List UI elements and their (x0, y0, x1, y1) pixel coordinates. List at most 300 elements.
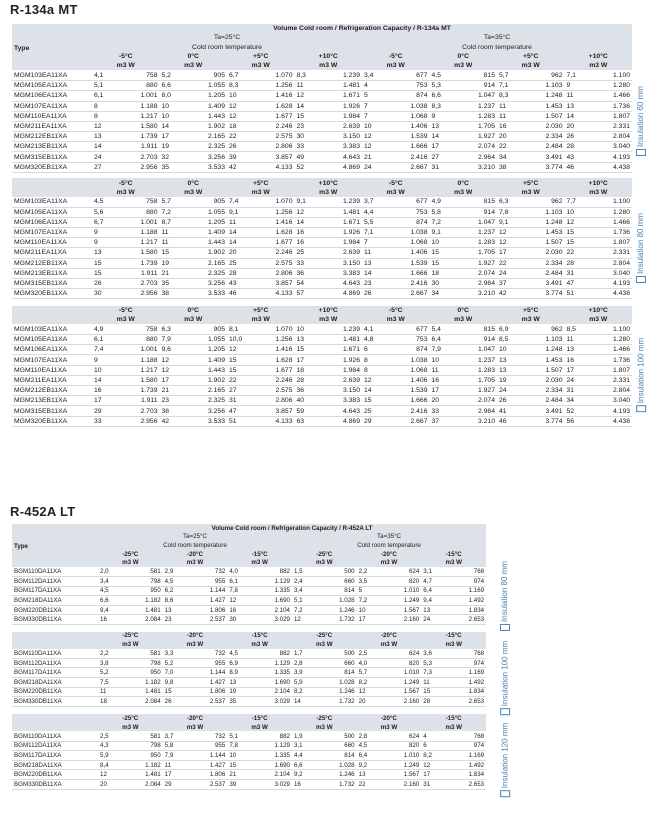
volume-cell: 4,5 (98, 586, 130, 596)
capacity-cell: 2.331 (598, 121, 632, 131)
model-cell: MGM213EB11XA (12, 396, 92, 406)
volume-cell: 4,5 (92, 197, 126, 207)
capacity-cell: 1.481 (328, 81, 362, 91)
volume-cell: 22 (227, 132, 261, 142)
capacity-cell: 820 (389, 577, 421, 587)
volume-cell: 6,6 (160, 81, 194, 91)
capacity-cell: 2.160 (389, 615, 421, 625)
volume-cell: 20 (227, 248, 261, 258)
table-row (12, 386, 632, 396)
volume-cell: 13 (430, 121, 464, 131)
volume-cell: 15 (227, 355, 261, 365)
volume-cell: 5,9 (292, 678, 324, 688)
capacity-cell: 874 (396, 91, 430, 101)
units-header: m3 W (295, 61, 363, 70)
insulation-label (636, 86, 646, 156)
volume-cell: 4,9 (430, 197, 464, 207)
units-header: m3 W (160, 315, 228, 324)
volume-cell: 7,5 (98, 678, 130, 688)
capacity-cell: 2.667 (396, 289, 430, 299)
capacity-cell: 1.249 (389, 760, 421, 770)
volume-cell: 3,4 (98, 577, 130, 587)
units-header: m3 W (160, 61, 228, 70)
temperature-header: -20°C (163, 632, 228, 641)
capacity-cell: 905 (193, 324, 227, 334)
capacity-cell: 2.964 (463, 406, 497, 416)
capacity-cell: 1.188 (126, 355, 160, 365)
volume-cell: 17 (163, 770, 195, 780)
volume-cell: 16 (497, 121, 531, 131)
temperature-header: -25°C (292, 714, 357, 723)
volume-cell: 39 (227, 779, 259, 789)
units-header: m3 W (357, 558, 422, 567)
volume-cell: 56 (565, 416, 599, 426)
volume-cell: 2,5 (98, 731, 130, 741)
temperature-header: 0°C (160, 178, 228, 187)
capacity-cell: 1.188 (126, 228, 160, 238)
volume-cell: 4,1 (92, 70, 126, 80)
units-header: m3 W (357, 723, 422, 732)
capacity-cell: 815 (463, 70, 497, 80)
model-cell: MGM105EA11XA (12, 81, 92, 91)
capacity-cell: 1.443 (193, 238, 227, 248)
volume-cell: 14 (227, 238, 261, 248)
capacity-cell: 1.677 (261, 111, 295, 121)
units-header: m3 W (430, 61, 498, 70)
units-header: m3 W (227, 558, 292, 567)
volume-cell: 17 (421, 770, 453, 780)
volume-cell: 8,4 (98, 760, 130, 770)
volume-cell: 6,4 (357, 751, 389, 761)
volume-cell: 7,4 (227, 197, 261, 207)
capacity-cell: 2.325 (193, 268, 227, 278)
volume-cell: 21 (160, 386, 194, 396)
volume-cell: 5,2 (163, 658, 195, 668)
volume-cell: 12 (497, 228, 531, 238)
capacity-cell: 3.029 (260, 779, 292, 789)
volume-cell: 2,8 (292, 658, 324, 668)
volume-cell: 9,4 (98, 605, 130, 615)
volume-cell: 17 (92, 396, 126, 406)
capacity-cell: 660 (324, 577, 356, 587)
volume-cell: 12 (160, 355, 194, 365)
capacity-cell: 1.256 (261, 207, 295, 217)
capacity-cell: 2.084 (130, 779, 162, 789)
volume-cell: 5,2 (160, 70, 194, 80)
units-header: m3 W (362, 61, 430, 70)
temperature-header: +10°C (295, 306, 363, 315)
capacity-cell: 768 (454, 649, 487, 659)
capacity-cell: 1.466 (598, 217, 632, 227)
capacity-cell: 1.507 (531, 238, 565, 248)
volume-cell: 3,8 (98, 658, 130, 668)
ambient-35-header: Ta=35°C (292, 533, 486, 542)
volume-cell: 33 (295, 142, 329, 152)
section-title: R-452A LT (10, 504, 76, 519)
capacity-cell: 1.100 (598, 197, 632, 207)
temperature-header: +10°C (565, 178, 633, 187)
insulation-icon (636, 406, 646, 413)
volume-cell: 15 (160, 248, 194, 258)
capacity-cell: 1.666 (396, 268, 430, 278)
capacity-cell: 1.129 (260, 741, 292, 751)
capacity-cell: 914 (463, 335, 497, 345)
capacity-cell: 914 (463, 207, 497, 217)
volume-cell: 27 (430, 152, 464, 162)
capacity-cell: 1.443 (193, 365, 227, 375)
capacity-cell: 1.481 (328, 207, 362, 217)
volume-cell: 10 (430, 355, 464, 365)
volume-cell: 4,5 (357, 741, 389, 751)
model-cell: BGM218DA11XA (12, 596, 98, 606)
capacity-cell: 2.575 (261, 132, 295, 142)
volume-cell: 13 (92, 132, 126, 142)
volume-cell: 30 (430, 278, 464, 288)
capacity-cell: 1.427 (195, 596, 227, 606)
volume-cell: 38 (160, 289, 194, 299)
volume-cell: 13 (163, 605, 195, 615)
temperature-header: 0°C (430, 52, 498, 61)
capacity-cell: 1.217 (126, 238, 160, 248)
capacity-cell: 1.902 (193, 121, 227, 131)
capacity-cell: 1.481 (130, 770, 162, 780)
volume-cell: 28 (421, 697, 453, 707)
volume-cell: 2,0 (98, 567, 130, 577)
volume-cell: 17 (430, 142, 464, 152)
capacity-cell: 1.732 (324, 697, 356, 707)
capacity-cell: 2.639 (328, 121, 362, 131)
capacity-cell: 1.911 (126, 268, 160, 278)
capacity-cell: 3.040 (598, 268, 632, 278)
capacity-cell: 955 (195, 577, 227, 587)
capacity-cell: 677 (396, 197, 430, 207)
capacity-cell: 1.984 (328, 238, 362, 248)
capacity-cell: 1.129 (260, 577, 292, 587)
volume-cell: 4,0 (357, 658, 389, 668)
capacity-cell: 1.070 (261, 197, 295, 207)
temperature-header: -25°C (292, 550, 357, 559)
volume-cell: 7,2 (357, 596, 389, 606)
model-cell: BGM112DA11XA (12, 658, 98, 668)
capacity-cell: 1.047 (463, 217, 497, 227)
volume-cell: 7,8 (227, 741, 259, 751)
capacity-cell: 2.639 (328, 375, 362, 385)
volume-cell: 7,2 (430, 217, 464, 227)
volume-cell: 2,9 (163, 567, 195, 577)
temperature-header: -15°C (227, 550, 292, 559)
capacity-cell: 1.732 (324, 779, 356, 789)
capacity-cell: 4.643 (328, 278, 362, 288)
volume-cell: 10,0 (227, 335, 261, 345)
capacity-cell: 1.038 (396, 101, 430, 111)
volume-cell: 25 (227, 258, 261, 268)
capacity-cell: 974 (454, 658, 487, 668)
insulation-text: Insulation 100 mm (500, 640, 510, 706)
units-header: m3 W (292, 723, 357, 732)
capacity-cell: 3.256 (193, 278, 227, 288)
volume-cell: 12 (421, 760, 453, 770)
capacity-cell: 1.677 (261, 365, 295, 375)
capacity-cell: 962 (531, 70, 565, 80)
capacity-cell: 3.040 (598, 142, 632, 152)
capacity-cell: 3.150 (328, 258, 362, 268)
volume-cell: 4,7 (421, 577, 453, 587)
capacity-cell: 1.010 (389, 751, 421, 761)
capacity-cell: 1.248 (531, 91, 565, 101)
volume-cell: 40 (295, 396, 329, 406)
table-row (12, 121, 632, 131)
capacity-table (12, 524, 486, 790)
volume-cell: 33 (430, 406, 464, 416)
capacity-cell: 1.280 (598, 207, 632, 217)
volume-cell: 20 (565, 121, 599, 131)
capacity-cell: 1.911 (126, 142, 160, 152)
model-cell: BGM110DA11XA (12, 567, 98, 577)
temperature-header: -5°C (362, 178, 430, 187)
volume-cell: 16 (430, 375, 464, 385)
volume-cell: 18 (227, 121, 261, 131)
table-row (12, 687, 486, 697)
capacity-cell: 1.427 (195, 760, 227, 770)
capacity-cell: 2.325 (193, 142, 227, 152)
volume-cell: 12 (98, 770, 130, 780)
capacity-cell: 874 (396, 217, 430, 227)
capacity-cell: 2.084 (130, 615, 162, 625)
capacity-cell: 882 (260, 649, 292, 659)
volume-cell: 7,1 (565, 70, 599, 80)
volume-cell: 47 (227, 406, 261, 416)
volume-cell: 22 (357, 779, 389, 789)
capacity-cell: 624 (389, 649, 421, 659)
temperature-header: -15°C (227, 632, 292, 641)
table-row (12, 416, 632, 426)
volume-cell: 6,7 (92, 217, 126, 227)
units-header: m3 W (163, 723, 228, 732)
volume-cell: 4 (362, 81, 396, 91)
capacity-cell: 3.491 (531, 152, 565, 162)
model-cell: MGM320EB11XA (12, 416, 92, 426)
capacity-cell: 1.249 (389, 596, 421, 606)
ambient-25-header: Ta=25°C (98, 533, 292, 542)
volume-cell: 15 (163, 687, 195, 697)
volume-cell: 20 (497, 132, 531, 142)
capacity-cell: 4.869 (328, 416, 362, 426)
capacity-cell: 3.256 (193, 152, 227, 162)
capacity-cell: 1.666 (396, 142, 430, 152)
volume-cell: 7 (362, 238, 396, 248)
capacity-cell: 1.807 (598, 111, 632, 121)
capacity-cell: 2.165 (193, 132, 227, 142)
capacity-cell: 4.643 (328, 152, 362, 162)
volume-cell: 5 (362, 91, 396, 101)
table-row (12, 248, 632, 258)
model-cell: MGM107EA11XA (12, 355, 92, 365)
capacity-cell: 2.165 (193, 258, 227, 268)
volume-cell: 28 (565, 142, 599, 152)
volume-cell: 13 (357, 770, 389, 780)
volume-cell: 13 (497, 365, 531, 375)
volume-cell: 20 (98, 779, 130, 789)
volume-cell: 4,1 (362, 324, 396, 334)
capacity-cell: 2.084 (130, 697, 162, 707)
volume-cell: 8,5 (497, 335, 531, 345)
volume-cell: 7,2 (292, 605, 324, 615)
temperature-header: -25°C (98, 632, 163, 641)
volume-cell: 4,4 (292, 751, 324, 761)
volume-cell: 12 (292, 615, 324, 625)
volume-cell: 22 (497, 142, 531, 152)
volume-cell: 30 (295, 132, 329, 142)
volume-cell: 7,0 (163, 668, 195, 678)
volume-cell: 9 (92, 355, 126, 365)
volume-cell: 31 (565, 268, 599, 278)
capacity-cell: 1.736 (598, 101, 632, 111)
volume-cell: 4,8 (362, 335, 396, 345)
capacity-cell: 815 (463, 197, 497, 207)
volume-cell: 5,3 (430, 81, 464, 91)
volume-cell: 15 (295, 345, 329, 355)
volume-cell: 6,3 (160, 324, 194, 334)
capacity-cell: 1.047 (463, 91, 497, 101)
capacity-cell: 1.283 (463, 238, 497, 248)
volume-cell: 6,9 (227, 658, 259, 668)
volume-cell: 13 (362, 258, 396, 268)
capacity-cell: 955 (195, 658, 227, 668)
model-cell: MGM211EA11XA (12, 375, 92, 385)
volume-cell: 26 (163, 697, 195, 707)
volume-cell: 15 (92, 258, 126, 268)
volume-cell: 16 (295, 228, 329, 238)
volume-cell: 24 (497, 268, 531, 278)
capacity-cell: 1.580 (126, 248, 160, 258)
volume-cell: 6,6 (98, 596, 130, 606)
units-header: m3 W (421, 723, 486, 732)
capacity-cell: 1.038 (396, 228, 430, 238)
volume-cell: 7 (362, 101, 396, 111)
volume-cell: 15 (430, 258, 464, 268)
volume-cell: 6,1 (227, 577, 259, 587)
volume-cell: 19 (227, 687, 259, 697)
temperature-header: 0°C (430, 306, 498, 315)
capacity-cell: 1.666 (396, 396, 430, 406)
volume-cell: 17 (160, 132, 194, 142)
table-row (12, 258, 632, 268)
volume-cell: 8,3 (497, 91, 531, 101)
volume-cell: 9 (430, 111, 464, 121)
capacity-cell: 820 (389, 741, 421, 751)
capacity-cell: 3.210 (463, 416, 497, 426)
volume-cell: 16 (565, 355, 599, 365)
volume-cell: 6,1 (92, 335, 126, 345)
volume-cell: 51 (565, 289, 599, 299)
volume-cell: 8,7 (160, 217, 194, 227)
insulation-icon (636, 149, 646, 156)
volume-cell: 15 (565, 238, 599, 248)
capacity-cell: 3.774 (531, 162, 565, 172)
capacity-cell: 798 (130, 741, 162, 751)
capacity-cell: 758 (126, 197, 160, 207)
capacity-cell: 2.964 (463, 152, 497, 162)
volume-cell: 38 (497, 162, 531, 172)
volume-cell: 11 (497, 111, 531, 121)
table-row (12, 152, 632, 162)
volume-cell: 9,8 (163, 678, 195, 688)
volume-cell: 22 (497, 258, 531, 268)
table-row (12, 760, 486, 770)
table-row (12, 731, 486, 741)
capacity-cell: 1.739 (126, 386, 160, 396)
volume-cell: 3,7 (362, 197, 396, 207)
capacity-cell: 1.984 (328, 365, 362, 375)
volume-cell: 15 (227, 760, 259, 770)
table-row (12, 615, 486, 625)
volume-cell: 6,1 (92, 91, 126, 101)
capacity-cell: 2.537 (195, 697, 227, 707)
volume-cell: 33 (295, 258, 329, 268)
capacity-cell: 3.210 (463, 162, 497, 172)
volume-cell: 10 (227, 751, 259, 761)
capacity-cell: 4.133 (261, 289, 295, 299)
volume-cell: 11 (227, 217, 261, 227)
temperature-header: +10°C (295, 52, 363, 61)
capacity-cell: 1.466 (598, 91, 632, 101)
temperature-header: 0°C (160, 306, 228, 315)
volume-cell: 18 (98, 697, 130, 707)
insulation-text: Insulation 120 mm (500, 723, 510, 789)
capacity-cell: 3.383 (328, 268, 362, 278)
volume-cell: 10 (160, 101, 194, 111)
table-row (12, 217, 632, 227)
capacity-cell: 2.334 (531, 386, 565, 396)
capacity-cell: 4.193 (598, 152, 632, 162)
capacity-cell: 2.160 (389, 697, 421, 707)
capacity-cell: 1.927 (463, 386, 497, 396)
units-header: m3 W (227, 640, 292, 649)
model-cell: BGM112DA11XA (12, 741, 98, 751)
capacity-cell: 1.237 (463, 355, 497, 365)
capacity-cell: 3.150 (328, 386, 362, 396)
volume-cell: 14 (362, 386, 396, 396)
table-row (12, 751, 486, 761)
capacity-cell: 882 (260, 731, 292, 741)
table-row (12, 228, 632, 238)
volume-cell: 12 (160, 365, 194, 375)
capacity-cell: 2.325 (193, 396, 227, 406)
units-header: m3 W (497, 61, 565, 70)
model-cell: BGM117DA11XA (12, 586, 98, 596)
capacity-cell: 2.484 (531, 396, 565, 406)
capacity-cell: 962 (531, 324, 565, 334)
ambient-35-header: Ta=35°C (362, 33, 632, 42)
capacity-cell: 1.239 (328, 197, 362, 207)
capacity-cell: 2.804 (598, 258, 632, 268)
volume-cell: 9,2 (292, 770, 324, 780)
capacity-cell: 2.956 (126, 416, 160, 426)
model-cell: MGM315EB11XA (12, 406, 92, 416)
table-row (12, 132, 632, 142)
temperature-header: +10°C (565, 52, 633, 61)
capacity-cell: 4.133 (261, 416, 295, 426)
capacity-cell: 1.911 (126, 396, 160, 406)
temperature-header: +5°C (227, 306, 295, 315)
capacity-cell: 2.074 (463, 142, 497, 152)
insulation-text: Insulation 100 mm (636, 338, 646, 404)
capacity-cell: 1.280 (598, 335, 632, 345)
volume-cell: 8,6 (163, 596, 195, 606)
volume-cell: 5 (357, 586, 389, 596)
volume-cell: 5,6 (92, 207, 126, 217)
capacity-cell: 880 (126, 81, 160, 91)
